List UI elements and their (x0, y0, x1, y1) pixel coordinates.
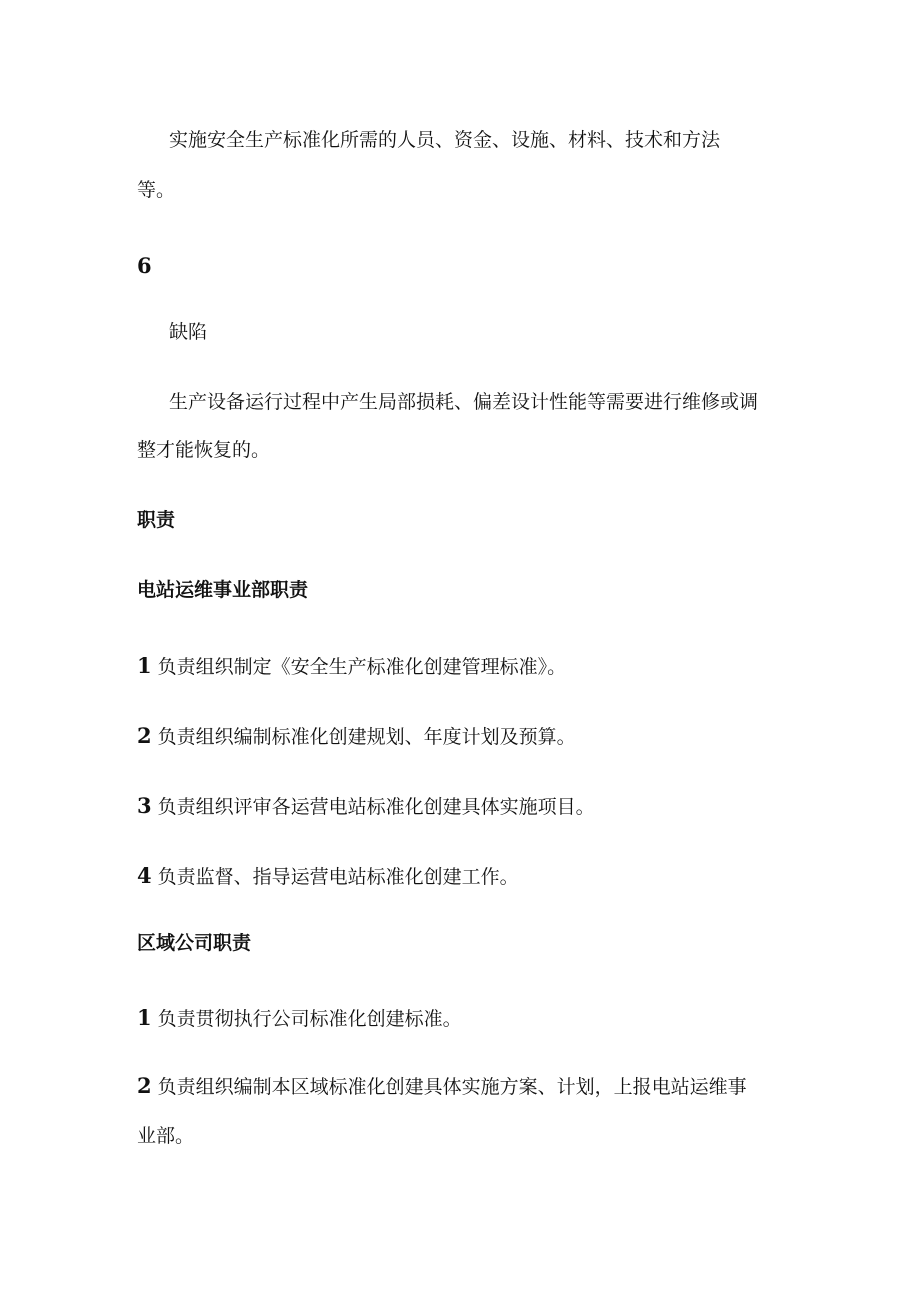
list-item-number: 3 (137, 793, 152, 818)
section-heading-responsibilities: 职责 (137, 509, 176, 531)
resources-definition-line1: 实施安全生产标准化所需的人员、资金、设施、材料、技术和方法 (169, 129, 721, 151)
term-definition-line2: 整才能恢复的。 (137, 439, 271, 461)
list-item-number: 1 (137, 1005, 152, 1030)
list-item (137, 654, 566, 679)
list-item (137, 724, 576, 749)
list-item-number: 2 (137, 723, 152, 748)
list-item-number: 2 (137, 1073, 152, 1098)
list-item-number: 4 (137, 863, 152, 888)
list-item-text: 负责组织制定《安全生产标准化创建管理标准》。 (157, 656, 567, 678)
list-item-text: 负责组织评审各运营电站标准化创建具体实施项目。 (157, 796, 595, 818)
resources-definition-line2: 等。 (137, 179, 176, 201)
list-item-number: 1 (137, 653, 152, 678)
term-definition-line1: 生产设备运行过程中产生局部损耗、偏差设计性能等需要进行维修或调 (169, 391, 759, 413)
subsection-heading-regional-company: 区域公司职责 (137, 932, 252, 954)
list-item-continuation: 业部。 (137, 1125, 195, 1147)
term-title: 缺陷 (169, 321, 208, 343)
list-item (137, 1074, 747, 1099)
list-item (137, 794, 595, 819)
list-item-text: 负责组织编制本区域标准化创建具体实施方案、计划，上报电站运维事 (157, 1076, 747, 1098)
list-item (137, 864, 519, 889)
list-item-text: 负责贯彻执行公司标准化创建标准。 (157, 1008, 462, 1030)
subsection-heading-power-station: 电站运维事业部职责 (137, 579, 309, 601)
list-item-text: 负责组织编制标准化创建规划、年度计划及预算。 (157, 726, 576, 748)
list-item (137, 1006, 462, 1031)
term-number: 6 (137, 253, 152, 278)
list-item-text: 负责监督、指导运营电站标准化创建工作。 (157, 866, 519, 888)
